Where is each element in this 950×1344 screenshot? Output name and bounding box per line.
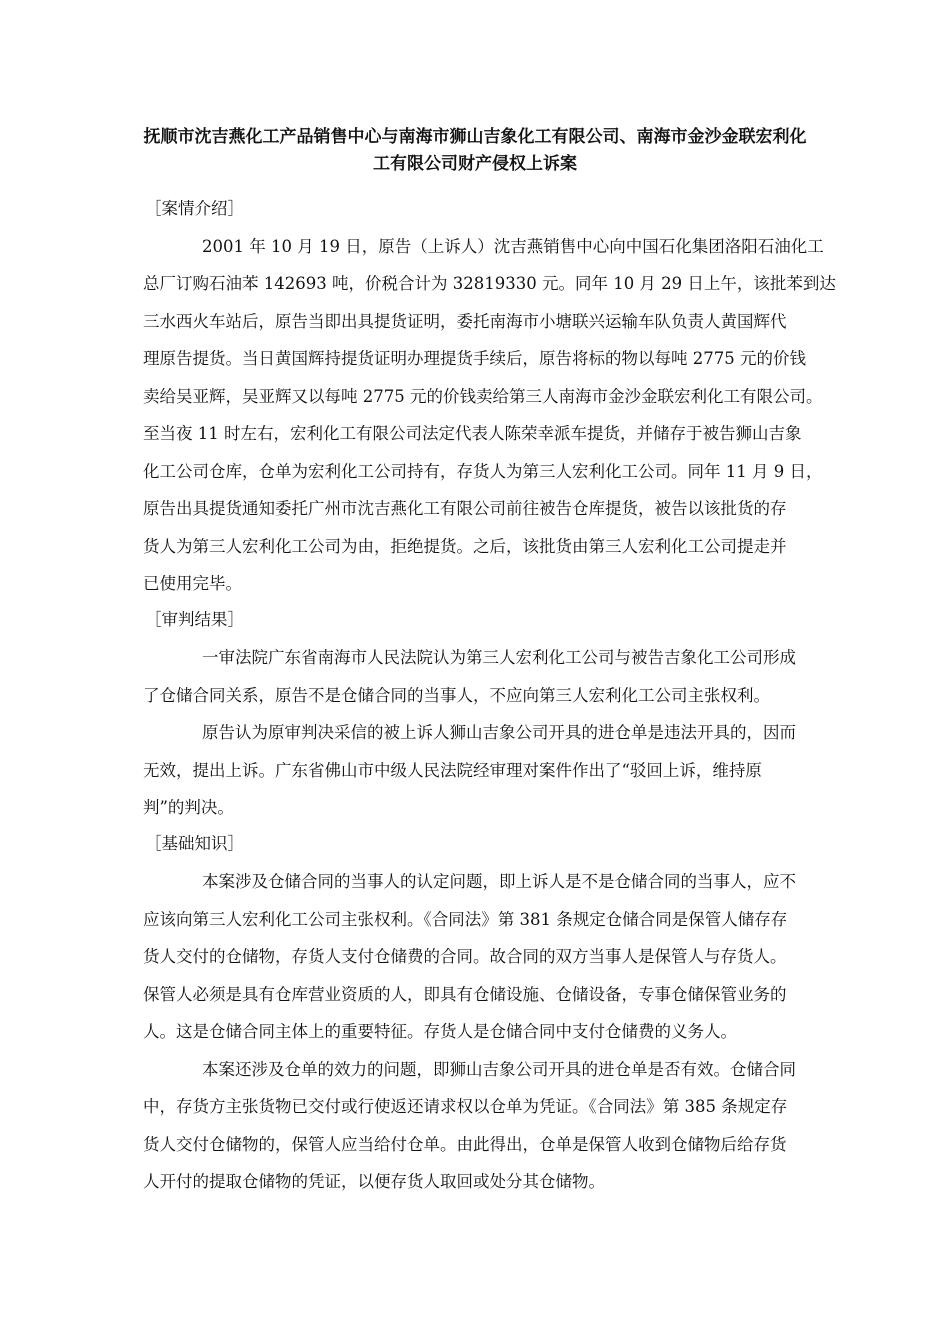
paragraph-line: 至当夜 11 时左右，宏利化工有限公司法定代表人陈荣幸派车提货，并储存于被告狮山吉象	[143, 424, 802, 443]
paragraph-line: 人。这是仓储合同主体上的重要特征。存货人是仓储合同中支付仓储费的义务人。	[143, 1022, 737, 1041]
paragraph-line: 中，存货方主张货物已交付或行使返还请求权以仓单为凭证。《合同法》第 385 条规定存	[143, 1097, 788, 1116]
paragraph-line: 保管人必须是具有仓库营业资质的人，即具有仓储设施、仓储设备，专事仓储保管业务的	[143, 985, 787, 1004]
paragraph-line: 货人交付仓储物的，保管人应当给付仓单。由此得出，仓单是保管人收到仓储物后给存货	[143, 1135, 787, 1154]
paragraph-line: 总厂订购石油苯 142693 吨，价税合计为 32819330 元。同年 10 月 29 日上午，该批苯到达	[143, 274, 836, 293]
paragraph-line: 本案涉及仓储合同的当事人的认定问题，即上诉人是不是仓储合同的当事人，应不	[202, 872, 796, 891]
paragraph-line: 无效，提出上诉。广东省佛山市中级人民法院经审理对案件作出了“驳回上诉，维持原	[143, 761, 762, 780]
document-title	[130, 124, 820, 178]
paragraph-line: 判”的判决。	[143, 798, 234, 817]
paragraph-line: 货人为第三人宏利化工公司为由，拒绝提货。之后，该批货由第三人宏利化工公司提走并	[143, 537, 787, 556]
paragraph-line: 已使用完毕。	[143, 574, 242, 593]
section-heading-judgment: ［审判结果］	[145, 610, 244, 629]
paragraph-line: 人开付的提取仓储物的凭证，以便存货人取回或处分其仓储物。	[143, 1172, 605, 1191]
paragraph-line: 了仓储合同关系，原告不是仓储合同的当事人，不应向第三人宏利化工公司主张权利。	[143, 686, 770, 705]
section-heading-case-intro: ［案情介绍］	[145, 199, 244, 218]
section-heading-knowledge: ［基础知识］	[145, 834, 244, 853]
paragraph-line: 原告出具提货通知委托广州市沈吉燕化工有限公司前往被告仓库提货，被告以该批货的存	[143, 499, 787, 518]
paragraph-line: 卖给吴亚辉，吴亚辉又以每吨 2775 元的价钱卖给第三人南海市金沙金联宏利化工有限公司。	[143, 387, 823, 406]
paragraph-line: 2001 年 10 月 19 日，原告（上诉人）沈吉燕销售中心向中国石化集团洛阳石油化工	[202, 237, 824, 256]
paragraph-line: 应该向第三人宏利化工公司主张权利。《合同法》第 381 条规定仓储合同是保管人储存存	[143, 910, 788, 929]
paragraph-line: 三水西火车站后，原告当即出具提货证明，委托南海市小塘联兴运输车队负责人黄国辉代	[143, 312, 787, 331]
paragraph-line: 理原告提货。当日黄国辉持提货证明办理提货手续后，原告将标的物以每吨 2775 元的价钱	[143, 349, 806, 368]
paragraph-line: 化工公司仓库，仓单为宏利化工公司持有，存货人为第三人宏利化工公司。同年 11 月 9 日，	[143, 462, 823, 481]
paragraph-line: 原告认为原审判决采信的被上诉人狮山吉象公司开具的进仓单是违法开具的，因而	[202, 723, 796, 742]
title-line-2: 工有限公司财产侵权上诉案	[373, 154, 577, 174]
paragraph-line: 一审法院广东省南海市人民法院认为第三人宏利化工公司与被告吉象化工公司形成	[202, 648, 796, 667]
title-line-1: 抚顺市沈吉燕化工产品销售中心与南海市狮山吉象化工有限公司、南海市金沙金联宏利化	[143, 127, 807, 147]
paragraph-line: 本案还涉及仓单的效力的问题，即狮山吉象公司开具的进仓单是否有效。仓储合同	[202, 1060, 796, 1079]
paragraph-line: 货人交付的仓储物，存货人支付仓储费的合同。故合同的双方当事人是保管人与存货人。	[143, 947, 787, 966]
